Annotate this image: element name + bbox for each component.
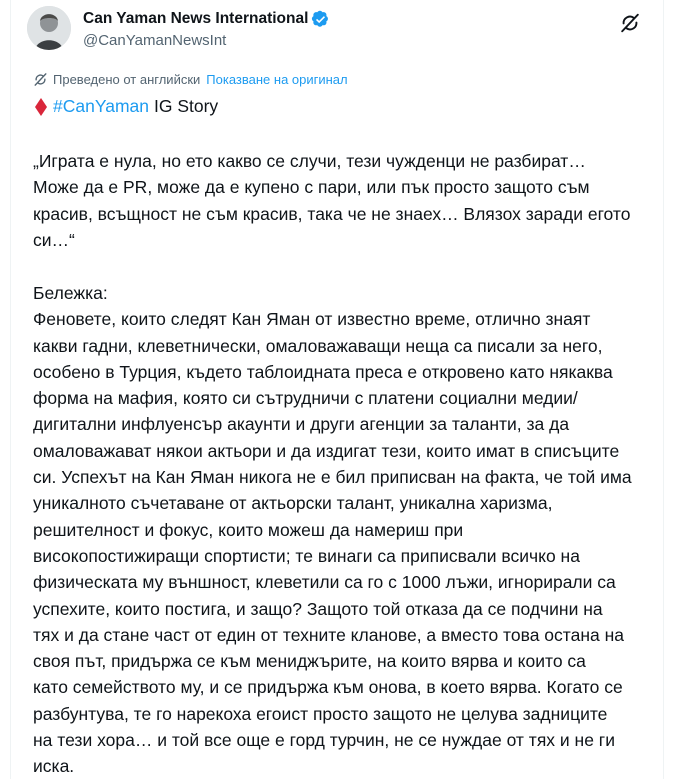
note-line: особено в Турция, където таблоидната преса е откровено като някаква [33, 361, 613, 382]
quote-line: красив, всъщност не съм красив, така че не знаех… Влязох заради егото [33, 203, 631, 224]
note-line: решителност и фокус, които можеш да намериш при [33, 519, 464, 540]
note-line: иска. [33, 756, 75, 777]
avatar-photo [27, 6, 71, 50]
red-diamond-icon [35, 98, 47, 116]
note-line: на тези хора… и той все още е горд турчин, не се нуждае от тях и не ги [33, 730, 615, 751]
quote-line: си…“ [33, 229, 75, 250]
author-names [83, 9, 330, 49]
note-line: омаловажават някои актьори и да издигат тези, които имат в списъците [33, 440, 620, 461]
author-display-name[interactable]: Can Yaman News International [83, 10, 309, 27]
show-original-link[interactable]: Показване на оригинал [206, 72, 348, 87]
note-line: физическата му външност, клеветили са го с 1000 лъжи, игнорирали са [33, 572, 616, 593]
note-heading: Бележка: [33, 283, 108, 303]
quote-line: Може да е PR, може да е купено с пари, или пък просто защото съм [33, 177, 590, 198]
avatar[interactable] [27, 6, 71, 50]
note-line: високопостижиращи спортисти; те винаги са приписвали всичко на [33, 545, 580, 566]
post-first-line [33, 96, 218, 117]
note-line: си. Успехът на Кан Яман никога не е бил приписван на факта, че той има [33, 467, 632, 488]
note-line: Феновете, които следят Кан Яман от известно време, отлично знаят [33, 309, 591, 330]
note-line: дигитални инфлуенсър акаунти и други агенции за таланти, за да [33, 414, 570, 435]
translated-label: Преведено от английски [53, 72, 201, 87]
post-card [10, 0, 664, 779]
note-line: какви гадни, клеветнически, омаловажаващи неща са писали за него, [33, 335, 603, 356]
post-first-line-text: IG Story [154, 96, 219, 116]
post-note [33, 280, 663, 779]
author-handle[interactable]: @CanYamanNewsInt [83, 32, 227, 49]
verified-badge-icon[interactable] [311, 10, 330, 29]
note-line: разбунтува, те го нарекоха егоист просто защото не целува задниците [33, 703, 608, 724]
note-line: тях и да стане част от един от техните кланове, а вместо това остана на [33, 624, 624, 645]
grok-icon [619, 12, 641, 34]
display-name-row [83, 9, 330, 29]
note-line: своя път, придържа се към мениджърите, на които вярва и които са [33, 651, 586, 672]
grok-button[interactable] [615, 8, 645, 38]
quote-line: „Играта е нула, но ето какво се случи, тези чужденци не разбират… [33, 151, 586, 171]
translation-info [33, 72, 348, 87]
note-line: форма на мафия, която си сътрудничи с платени социални медии/ [33, 388, 578, 409]
hashtag-link[interactable]: #CanYaman [53, 96, 149, 116]
post-header [27, 6, 647, 54]
note-line: като семейството му, и се придържа към онова, в което вярва. Когато се [33, 677, 623, 698]
translate-icon [33, 72, 48, 87]
post-quote [33, 148, 653, 253]
note-line: уникалното съчетаване от актьорски талант, уникална харизма, [33, 493, 553, 514]
note-line: успехите, които постига, и защо? Защото той отказа да се подчини на [33, 598, 603, 619]
